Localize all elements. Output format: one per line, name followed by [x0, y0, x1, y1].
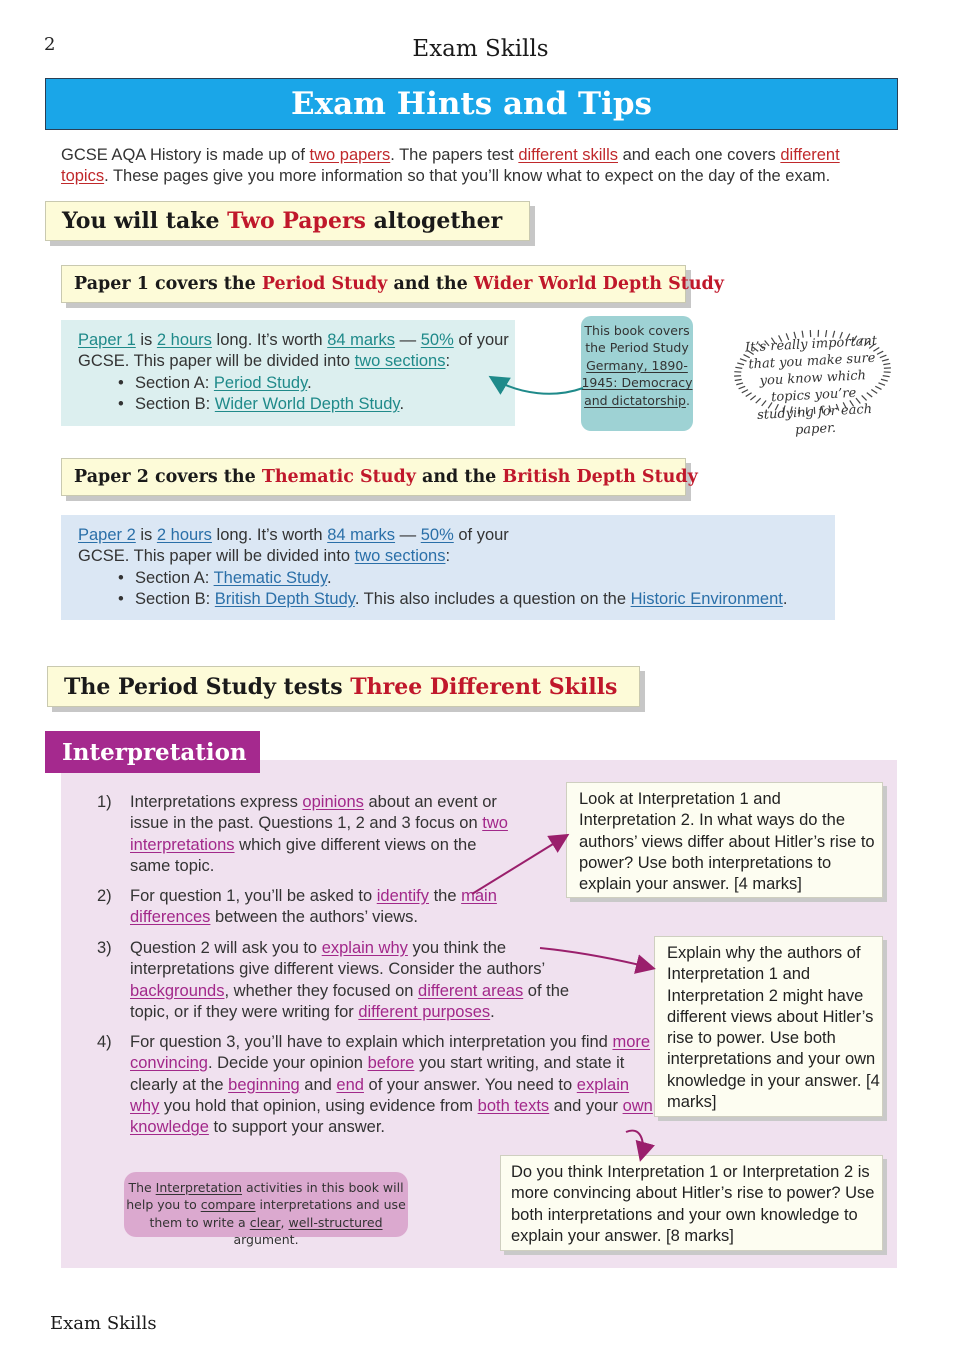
paper-2-section-list	[78, 568, 835, 611]
list-item	[97, 1032, 657, 1138]
interpretation-note: The Interpretation activities in this book will help you to compare interpretations and use them to write a clear, well-structured argument.	[124, 1172, 408, 1237]
list-item	[78, 568, 835, 589]
list-item	[78, 394, 515, 415]
heading-highlight: British Depth Study	[502, 467, 698, 487]
heading-highlight: Wider World Depth Study	[473, 274, 724, 294]
list-item	[97, 938, 577, 1023]
link-section-b: Wider World Depth Study	[214, 394, 400, 413]
link-marks: 84 marks	[327, 331, 396, 349]
list-item	[78, 373, 515, 394]
text: :	[445, 547, 451, 566]
heading-highlight: Period Study	[261, 274, 388, 294]
intro-text-3: and each one covers	[618, 146, 781, 164]
item-number: 1)	[97, 793, 112, 811]
page-footer: Exam Skills	[50, 1313, 157, 1334]
heading-highlight: Three Different Skills	[350, 673, 618, 700]
item-number: 4)	[97, 1033, 112, 1051]
paper-2-info-box	[61, 515, 835, 620]
main-title: Exam Hints and Tips	[290, 86, 653, 122]
text: :	[445, 352, 451, 371]
item-text: For question 3, you’ll have to explain which interpretation you find more convincing. Decide your opinion before you start writing, and state it clearly at the beginning and end of your answer. You need to explain why you hold that opinion, using evidence from both texts and your own knowledge to support your answer.	[130, 1033, 653, 1137]
page-number: 2	[44, 34, 56, 55]
intro-link-two-papers: two papers	[309, 146, 391, 164]
heading-two-papers	[45, 201, 530, 241]
period-study-note	[581, 316, 693, 431]
paper-2-summary	[78, 525, 518, 568]
sample-question-3: Do you think Interpretation 1 or Interpretation 2 is more convincing about Hitler’s rise to power? Use both interpretations and your own knowledge to explain your answer. [8 marks]	[500, 1155, 883, 1251]
intro-link-different-topics: different topics	[61, 146, 840, 185]
link-percent: 50%	[420, 526, 454, 544]
text: Section B:	[135, 589, 215, 608]
page-header: Exam Skills	[412, 36, 549, 62]
main-title-bar	[45, 78, 898, 130]
item-text: For question 1, you’ll be asked to identify the main differences between the authors’ views.	[130, 887, 497, 927]
text: Section A:	[135, 373, 214, 392]
list-item	[78, 589, 835, 610]
intro-text-1: GCSE AQA History is made up of	[61, 146, 310, 164]
text: is	[135, 526, 157, 544]
text: . This also includes a question on the	[354, 589, 631, 608]
text: .	[327, 568, 332, 587]
heading-text: Paper 1 covers the	[74, 274, 256, 294]
link-section-b: British Depth Study	[214, 589, 355, 608]
heading-text: You will take	[62, 208, 220, 234]
paper-1-info-box	[61, 320, 515, 426]
heading-text: and the	[393, 274, 468, 294]
link-historic-environment: Historic Environment	[630, 589, 783, 608]
tip-bubble	[728, 322, 898, 438]
text: This book covers the Period Study	[584, 323, 690, 356]
text: of your GCSE. This paper will be divided into	[78, 331, 509, 371]
item-number: 2)	[97, 887, 112, 905]
text: Section A:	[135, 568, 214, 587]
link-paper: Paper 1	[78, 331, 136, 349]
paper-1-summary	[78, 330, 515, 373]
heading-text: The Period Study tests	[64, 673, 343, 700]
text: —	[395, 526, 421, 544]
text: long. It’s worth	[211, 526, 328, 544]
heading-text: Paper 2 covers the	[74, 467, 256, 487]
intro-text-4: . These pages give you more information so that you’ll know what to expect on the day of the exam.	[104, 167, 831, 185]
text: .	[782, 589, 788, 608]
item-text: Question 2 will ask you to explain why you think the interpretations give different views. Consider the authors’ backgrounds, whether they focused on different areas of the topic, or if they were writing for different purposes.	[130, 939, 570, 1021]
link-topic: Germany, 1890-1945: Democracy and dictatorship	[581, 357, 693, 408]
link-paper: Paper 2	[78, 526, 136, 544]
heading-text: altogether	[373, 208, 503, 234]
text: .	[307, 373, 312, 392]
sample-question-1: Look at Interpretation 1 and Interpretation 2. In what ways do the authors’ views differ about Hitler’s rise to power? Use both interpretations to explain your answer. [4 marks]	[566, 782, 883, 898]
heading-paper-1	[61, 265, 724, 303]
text: long. It’s worth	[211, 331, 328, 349]
intro-link-different-skills: different skills	[518, 146, 618, 164]
text: is	[135, 331, 157, 349]
item-number: 3)	[97, 939, 112, 957]
heading-highlight: Two Papers	[227, 208, 366, 234]
link-sections: two sections	[354, 352, 446, 371]
paper-1-section-list	[78, 373, 515, 416]
link-section-a: Thematic Study	[213, 568, 327, 587]
interpretation-tab: Interpretation	[45, 731, 260, 773]
link-hours: 2 hours	[156, 331, 212, 349]
tip-text: It’s really important that you make sure you know which topics you’re studying for each paper.	[744, 333, 878, 438]
text: —	[395, 331, 421, 349]
link-hours: 2 hours	[156, 526, 212, 544]
intro-text-2: . The papers test	[390, 146, 519, 164]
text: .	[399, 394, 405, 413]
text: Section B:	[135, 394, 215, 413]
sample-question-2: Explain why the authors of Interpretation 1 and Interpretation 2 might have different views about Hitler’s rise to power. Use both interpretations and your own knowledge in your answer. [4 marks]	[654, 936, 883, 1117]
link-section-a: Period Study	[213, 373, 308, 392]
list-item	[97, 792, 517, 877]
link-percent: 50%	[420, 331, 454, 349]
list-item	[97, 886, 517, 929]
heading-highlight: Thematic Study	[261, 467, 416, 487]
intro-paragraph	[61, 145, 891, 187]
text: .	[685, 392, 690, 408]
text: of your GCSE. This paper will be divided into	[78, 526, 509, 566]
heading-period-study-skills	[47, 666, 640, 707]
link-sections: two sections	[354, 547, 446, 566]
heading-paper-2	[61, 458, 698, 496]
link-marks: 84 marks	[327, 526, 396, 544]
item-text: Interpretations express opinions about an event or issue in the past. Questions 1, 2 and 3 focus on two interpretations which give different views on the same topic.	[130, 793, 508, 875]
heading-text: and the	[421, 467, 497, 487]
